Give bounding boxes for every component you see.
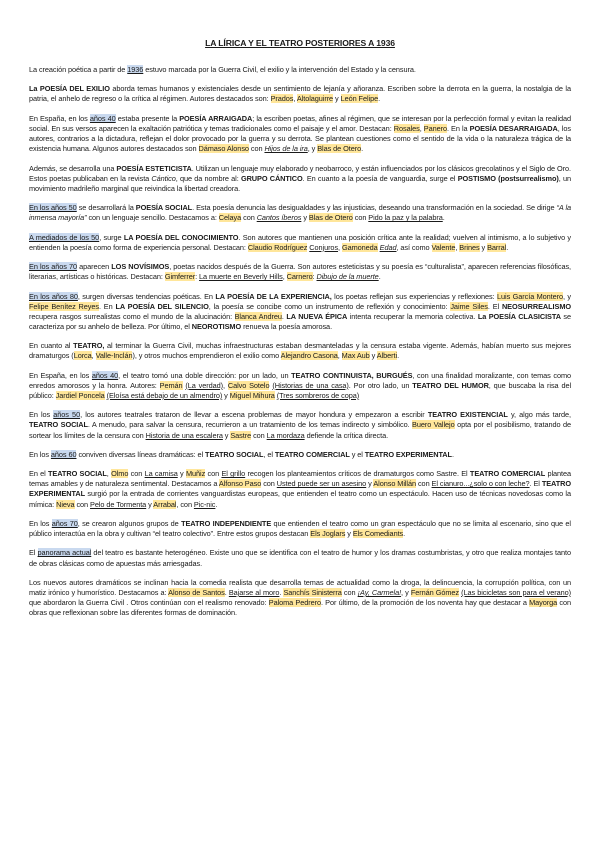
work-title: La muerte en Beverly Hills	[199, 272, 283, 282]
highlighted-author: Claudio Rodríguez	[247, 242, 308, 252]
text-run: , un movimiento madrileño marginal que reivindica la libertad creadora.	[29, 173, 571, 193]
text-run: y	[177, 469, 186, 479]
paragraph	[29, 341, 571, 361]
text-run: plantea temas amables y de naturaleza sentimental. Destacamos a	[29, 469, 572, 489]
highlighted-period: panorama actual	[37, 548, 92, 558]
text-run: ; la escriben poetas, afines al régimen, que se interesan por la perfección formal y evitan la realidad social. En sus versos aparecen la exaltación patriótica y temas tradicionales como el paisaje y el amor. Destacan:	[29, 113, 572, 133]
text-run: con	[248, 144, 265, 154]
paragraph	[29, 203, 571, 223]
highlighted-period: años 50	[53, 410, 81, 420]
text-run: intenta recuperar la memoria colectiva.	[347, 311, 478, 321]
text-run: . Son autores que mantienen una posición crítica ante la realidad; vuelven al intimismo, a lo subjetivo y entienden la poesía como forma de experiencia personal. Destacan:	[29, 232, 572, 252]
work-title: Pic-nic	[193, 499, 216, 509]
text-run: y	[333, 94, 341, 104]
text-run: .	[224, 588, 229, 598]
highlighted-author: Valle-Inclán	[95, 351, 133, 361]
text-run: .	[506, 242, 509, 252]
text-run: En los	[29, 410, 54, 420]
text-run: y	[222, 430, 231, 440]
text-run: :	[195, 272, 200, 282]
text-run: , con una finalidad moralizante, con temas como enredos amorosos y la honra. Autores:	[29, 370, 571, 390]
highlighted-period: En los años 70	[29, 262, 78, 272]
bold-term: POESÍA ESTETICISTA	[116, 163, 192, 173]
highlighted-period: A mediados de los 50	[29, 232, 100, 242]
highlighted-author: Max Aub	[341, 351, 370, 361]
text-run: . En	[98, 301, 116, 311]
work-title: (La verdad)	[185, 380, 224, 390]
text-run: surgió por la entrada de corrientes vanguardistas europeas, que entienden el teatro como un espectáculo. Hacen uso de técnicas novedosas como la mímica:	[29, 489, 571, 509]
text-run: y	[345, 529, 353, 539]
paragraph	[29, 578, 571, 618]
text-run: . En cuanto a la poesía de vanguardia, surge el	[302, 173, 458, 183]
work-title: (Las bicicletas son para el verano)	[461, 588, 571, 598]
highlighted-author: Valente	[431, 242, 456, 252]
text-run: .	[361, 144, 364, 154]
text-run: ,	[223, 380, 228, 390]
highlighted-period: años 60	[50, 449, 77, 459]
highlighted-author: Fernán Gómez	[410, 588, 460, 598]
text-run: . Utilizan un lenguaje muy elaborado y neobarroco, y están influenciados por los clásicos grecolatinos y el Siglo de Oro. Estos poetas publicaban en la revista	[29, 163, 571, 183]
highlighted-period: En los años 80	[29, 291, 78, 301]
highlighted-author: Els Comediants	[352, 529, 404, 539]
text-run: con	[416, 479, 432, 489]
text-run: , y	[401, 588, 411, 598]
text-run: .	[378, 272, 381, 282]
text-run: con	[205, 469, 222, 479]
text-run: .	[215, 499, 218, 509]
bold-term: TEATRO EXPERIMENTAL	[29, 479, 571, 499]
text-run: , que buscaba la risa del público:	[29, 380, 572, 400]
highlighted-author: Lorca	[73, 351, 92, 361]
text-run: ,	[338, 242, 342, 252]
highlighted-author: Carnero	[286, 272, 313, 282]
highlighted-author: Alonso de Santos	[168, 588, 225, 598]
paragraph	[29, 164, 571, 194]
highlighted-author: Brines	[459, 242, 480, 252]
work-title: Dibujo de la muerte	[316, 272, 379, 282]
text-run: renueva la poesía amorosa.	[241, 321, 333, 331]
text-run: y el	[349, 449, 365, 459]
text-run: con un lenguaje sencillo. Destacamos a:	[86, 213, 219, 223]
highlighted-author: Els Joglars	[310, 529, 346, 539]
text-run: . Por último, de la promoción de los noventa hay que destacar a	[320, 598, 530, 608]
document-body	[29, 65, 571, 618]
text-run: con	[128, 469, 145, 479]
highlighted-author: Miguel Mihura	[229, 390, 275, 400]
highlighted-author: Panero	[423, 123, 447, 133]
text-run: y, algo más tarde,	[507, 410, 571, 420]
text-run: ,	[337, 351, 342, 361]
text-run: ), y otros muchos emprendieron el exilio como	[132, 351, 281, 361]
text-run: recogen los planteamientos críticos de dramaturgos como Sastre. El	[245, 469, 470, 479]
text-run: con	[251, 430, 267, 440]
bold-term: TEATRO CONTINUISTA, BURGUÉS	[291, 370, 413, 380]
text-run: ,	[282, 272, 287, 282]
highlighted-period: años 70	[51, 518, 78, 528]
text-run: , los autores teatrales trataron de llevar a escena problemas de mayor hondura y empezaron a escribir	[80, 410, 428, 420]
highlighted-author: Altolaguirre	[296, 94, 334, 104]
bold-term: TEATRO COMERCIAL	[469, 469, 546, 479]
text-run: y	[479, 242, 488, 252]
highlighted-author: Rosales	[393, 123, 420, 133]
document-title: LA LÍRICA Y EL TEATRO POSTERIORES A 1936	[205, 38, 395, 48]
work-title: (Historias de una casa)	[272, 380, 349, 390]
highlighted-author: Barral	[487, 242, 507, 252]
text-run: con	[341, 588, 358, 598]
bold-term: NEOSURREALISMO	[501, 301, 571, 311]
highlighted-author: Blas de Otero	[317, 144, 362, 154]
text-run: ,	[419, 123, 424, 133]
highlighted-period: 1936	[127, 65, 144, 74]
bold-term: NEOROTISMO	[191, 321, 242, 331]
text-run: , que da nombre al:	[175, 173, 241, 183]
text-run: , los autores, contrarios a la dictadura, reflejan el dolor provocado por la guerra y su derrota. Se plantean cuestiones como el sentido de la vida o la naturaleza trágica de la existencia humana. Algunos autores destacados son	[29, 123, 571, 154]
text-run: ,	[91, 351, 96, 361]
highlighted-author: Celaya	[218, 213, 242, 223]
paragraph	[29, 65, 571, 75]
work-title: El grillo	[221, 469, 246, 479]
highlighted-author: Blanca Andreu	[234, 311, 282, 321]
text-run: . A menudo, para salvar la censura, recurrieron a un tratamiento de los temas indirecto y simbólico.	[87, 420, 412, 430]
text-run: aborda temas humanos y existenciales desde un sentimiento de lejanía y añoranza. Escriben sobre la derrota en la guerra, la nostalgia de la patria, el anhelo de regreso o la crítica al régimen. Autores destacados son:	[29, 84, 571, 104]
text-run: aparecen	[77, 262, 112, 272]
highlighted-author: Paloma Pedrero	[268, 598, 321, 608]
work-title: El cianuro...¿solo o con leche?	[431, 479, 530, 489]
text-run: En España, en los	[29, 370, 92, 380]
bold-term: TEATRO DEL HUMOR	[412, 380, 489, 390]
highlighted-author: León Felipe	[340, 94, 379, 104]
text-run: , y	[563, 291, 572, 301]
highlighted-author: Alfonso Paso	[218, 479, 262, 489]
bold-term: LA POESÍA DEL SILENCIO	[115, 301, 209, 311]
highlighted-author: Jaime Siles	[450, 301, 488, 311]
highlighted-author: Muñiz	[185, 469, 206, 479]
text-run: , el	[263, 449, 275, 459]
work-title: Hijos de la ira	[264, 144, 308, 154]
text-run: estaba presente la	[115, 113, 180, 123]
text-run: . Esta poesía denuncia las desigualdades y las injusticias, deseando una transformación en la sociedad. Se dirige	[192, 203, 557, 213]
text-run: .	[281, 311, 287, 321]
highlighted-author: Calvo Sotelo	[227, 380, 270, 390]
text-run: con obras que reflexionan sobre las diferentes formas de dominación.	[29, 598, 571, 618]
highlighted-author: Alberti	[376, 351, 398, 361]
bold-term: LOS NOVÍSIMOS	[111, 262, 170, 272]
highlighted-period: En los años 50	[29, 203, 77, 213]
bold-term: POESÍA SOCIAL	[135, 203, 193, 213]
text-run: En los	[29, 518, 52, 528]
bold-term: TEATRO INDEPENDIENTE	[181, 518, 272, 528]
text-run: y	[146, 499, 154, 509]
text-run: , surge	[99, 232, 124, 242]
text-run: , la poesía se concibe como un instrumento de reflexión y conocimiento:	[208, 301, 451, 311]
bold-term: TEATRO SOCIAL	[29, 420, 88, 430]
text-run: , así como	[396, 242, 432, 252]
bold-term: TEATRO EXISTENCIAL	[427, 410, 508, 420]
highlighted-period: años 40	[89, 113, 116, 123]
bold-term: LA POESÍA DEL CONOCIMIENTO	[123, 232, 239, 242]
highlighted-author: Prados	[270, 94, 294, 104]
text-run: . El	[529, 479, 542, 489]
work-title: Cantos íberos	[256, 213, 302, 223]
bold-term: La POESÍA DEL EXILIO	[29, 84, 110, 94]
text-run: . En la	[447, 123, 470, 133]
highlighted-author: Nieva	[56, 499, 75, 509]
text-run: opta por el posibilismo, tratando de sortear los límites de la censura con	[29, 420, 571, 440]
text-run: .	[403, 529, 406, 539]
highlighted-author: Gamoneda	[341, 242, 378, 252]
bold-term: TEATRO,	[73, 341, 105, 351]
text-run: que entienden el teatro como un gran espectáculo que no se limita al escenario, sino que el público interactúa en la obra y cultivan “el teatro colectivo”. Entre estos grupos destacan	[29, 518, 571, 539]
bold-term: TEATRO SOCIAL	[205, 449, 264, 459]
text-run: .	[279, 588, 284, 598]
highlighted-author: Luis García Montero	[497, 291, 564, 301]
text-run: En el	[29, 469, 49, 479]
bold-term: TEATRO SOCIAL	[48, 469, 107, 479]
bold-term: GRUPO CÁNTICO	[240, 173, 303, 183]
highlighted-author: Dámaso Alonso	[198, 144, 249, 154]
text-run: Los nuevos autores dramáticos se inclinan hacia la comedia realista que desarrolla temas de actualidad como la droga, la delincuencia, la corrupción política, con un matiz irónico y humorístico. Destacamos a:	[29, 577, 571, 598]
text-run: , poetas nacidos después de la Guerra. Son autores esteticistas y su poesía es “culturalista”, aparecen referencias filosóficas, literarias, artísticas o históricas. Destacan:	[29, 262, 572, 282]
paragraph	[29, 292, 571, 332]
paragraph	[29, 548, 571, 568]
work-title: Pelo de Tormenta	[90, 499, 147, 509]
highlighted-author: Jardiel Poncela	[55, 390, 105, 400]
text-run: se desarrollará la	[76, 203, 136, 213]
text-run: defiende la crítica directa.	[304, 430, 389, 440]
bold-term: TEATRO COMERCIAL	[274, 449, 350, 459]
text-run: ,	[293, 94, 297, 104]
text-run: se caracteriza por su anhelo de belleza. Por último, el	[29, 311, 572, 331]
work-title: ¡Ay, Carmela!	[357, 588, 402, 598]
paragraph	[29, 371, 571, 401]
paragraph	[29, 410, 571, 440]
text-run: ,	[106, 469, 112, 479]
text-run: y	[301, 213, 309, 223]
text-run: , y	[307, 144, 318, 154]
bold-term: POSTISMO (postsurrealismo)	[457, 173, 559, 183]
italic-text: “A la inmensa mayoría”	[29, 203, 571, 223]
work-title: La mordaza	[266, 430, 305, 440]
text-run: y	[369, 351, 377, 361]
work-title: Edad	[379, 242, 397, 252]
highlighted-author: Pemán	[159, 380, 183, 390]
highlighted-author: Sanchís Sinisterra	[283, 588, 342, 598]
bold-term: La POESÍA CLASICISTA	[477, 311, 561, 321]
paragraph	[29, 469, 571, 509]
text-run: recupera rasgos surrealistas como el mundo de la alucinación:	[29, 311, 235, 321]
text-run: , se crearon algunos grupos de	[77, 518, 182, 528]
paragraph	[29, 233, 571, 253]
paragraph	[29, 450, 571, 460]
paragraph	[29, 114, 571, 154]
text-run: . Por otro lado, un	[348, 380, 413, 390]
paragraph	[29, 519, 571, 539]
text-run: En los	[29, 449, 51, 459]
text-run: estuvo marcada por la Guerra Civil, el exilio y la intervención del Estado y la censura.	[143, 65, 416, 74]
text-run: En cuanto al	[29, 341, 74, 351]
text-run: .	[378, 94, 381, 104]
text-run: .	[442, 213, 445, 223]
paragraph	[29, 262, 571, 282]
work-title: (Tres sombreros de copa)	[276, 390, 360, 400]
text-run: , surgen diversas tendencias poéticas. En	[77, 291, 216, 301]
highlighted-author: Mayorga	[529, 598, 558, 608]
text-run: ,	[455, 242, 460, 252]
work-title: Conjuros	[309, 242, 339, 252]
text-run: , con	[176, 499, 194, 509]
highlighted-author: Buero Vallejo	[412, 420, 455, 430]
text-run: al terminar la Guerra Civil, muchas infraestructuras estaban desmanteladas y la censura estaba vigente. Además, habían muerto sus mejores dramaturgos (	[29, 341, 571, 361]
text-run: los poetas reflejan sus experiencias y reflexiones:	[331, 291, 498, 301]
highlighted-author: Felipe Benítez Reyes	[29, 301, 99, 311]
work-title: Bajarse al moro	[228, 588, 280, 598]
text-run: La creación poética a partir de	[29, 65, 128, 74]
work-title: (Eloísa está debajo de un almendro)	[106, 390, 223, 400]
text-run: .	[397, 351, 400, 361]
bold-term: LA POESÍA DE LA EXPERIENCIA,	[215, 291, 332, 301]
text-run: El	[29, 548, 38, 558]
text-run: Además, se desarrolla una	[29, 163, 117, 173]
text-run: .	[451, 449, 454, 459]
work-title: Usted puede ser un asesino	[276, 479, 367, 489]
highlighted-author: Alejandro Casona	[280, 351, 338, 361]
work-title: Historia de una escalera	[145, 430, 223, 440]
text-run: con	[241, 213, 257, 223]
bold-term: POESÍA DESARRAIGADA	[469, 123, 558, 133]
text-run: . El	[487, 301, 502, 311]
text-run: con	[74, 499, 91, 509]
text-run: conviven diversas líneas dramáticas: el	[76, 449, 206, 459]
text-run: :	[312, 272, 317, 282]
text-run: con	[261, 479, 277, 489]
text-run: y	[366, 479, 374, 489]
highlighted-author: Blas de Otero	[308, 213, 353, 223]
work-title: La camisa	[144, 469, 178, 479]
text-run: En España, en los	[29, 113, 90, 123]
highlighted-author: Alonso Millán	[373, 479, 416, 489]
bold-term: POESÍA ARRAIGADA	[179, 113, 253, 123]
text-run: que abordaron la Guerra Civil . Otros continúan con el realismo renovado:	[29, 598, 269, 608]
text-run: , el teatro tomó una doble dirección: por un lado, un	[118, 370, 292, 380]
text-run: con	[352, 213, 369, 223]
text-run: del teatro es bastante heterogéneo. Existe uno que se identifica con el teatro de humor y los dramas costumbristas, y otro que realiza montajes tanto de obras clásicas como de apuestas más arriesgadas.	[29, 548, 571, 568]
paragraph	[29, 84, 571, 104]
highlighted-author: Gimferrer	[164, 272, 196, 282]
text-run: y	[222, 390, 230, 400]
highlighted-author: Sastre	[230, 430, 252, 440]
bold-term: TEATRO EXPERIMENTAL	[364, 449, 452, 459]
highlighted-author: Arrabal	[153, 499, 177, 509]
highlighted-period: años 40	[91, 370, 119, 380]
work-title: Pido la paz y la palabra	[368, 213, 443, 223]
highlighted-author: Olmo	[111, 469, 129, 479]
italic-text: Cántico	[151, 173, 176, 183]
bold-term: LA NUEVA ÉPICA	[286, 311, 348, 321]
